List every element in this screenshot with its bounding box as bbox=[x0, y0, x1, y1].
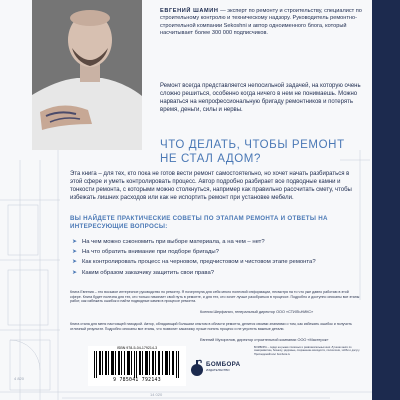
questions-title bbox=[70, 215, 330, 231]
barcode bbox=[88, 346, 186, 386]
isbn-label: ISBN 978-5-04-179214-3 bbox=[116, 346, 158, 350]
book-spine bbox=[372, 0, 400, 400]
author-bio-text: — эксперт по ремонту и строительству, специалист по строительному контролю и техническому надзору. Руководитель ремонтно-строительной компании Sekoshni и автор одноименного блога, который насчитывает более 300 000 подписчиков. bbox=[160, 8, 362, 37]
questions-list bbox=[70, 237, 360, 278]
author-photo bbox=[32, 0, 142, 150]
review-signature: Ксения Шерфанич, генеральный директор ООО «СТИЛЬНИКС» bbox=[200, 310, 314, 314]
list-item bbox=[70, 257, 360, 267]
review-text: Книга стала для меня настоящей находкой. Автор, обладающий большим опытом в области ремонта, делится своими знаниями о том, как избежать ошибок и получить отличный результат. Подробно описаны все этапы, что позволит заказчику лучше понять процесс и не упустить важные детали. bbox=[70, 322, 352, 331]
publisher-name: БОМБОРА bbox=[206, 361, 241, 368]
review-signature: Евгений Мухорелов, директор строительной компании ООО «Мастерок» bbox=[200, 338, 329, 342]
list-item bbox=[70, 237, 360, 247]
question-text: Как контролировать процесс на черновом, предчистовом и чистовом этапе ремонта? bbox=[82, 259, 316, 266]
question-text: На чем можно сэкономить при выборе материала, а на чем – нет? bbox=[82, 239, 265, 245]
barcode-bars bbox=[94, 351, 180, 378]
arrow-right-icon: ➤ bbox=[72, 259, 78, 266]
blueprint-dimension-label: 14 020 bbox=[150, 392, 163, 397]
list-item bbox=[70, 268, 360, 278]
publisher-logo bbox=[190, 356, 250, 380]
arrow-right-icon: ➤ bbox=[72, 269, 78, 276]
publisher-logo-icon bbox=[190, 358, 204, 378]
author-name: ЕВГЕНИЙ ШАМИН bbox=[160, 8, 219, 14]
question-text: На что обратить внимание при подборе бригады? bbox=[82, 249, 219, 256]
book-description: Эта книга – для тех, кто пока не готов вести ремонт самостоятельно, но хочет начать разбираться в этой сфере и уметь контролировать процесс. Автор подробно разбирает все подводные камни и тонкости ремонта, с которыми можно столкнуться, например как правильно рассчитать смету, чтобы избежать лишних расходов или как не испортить ремонт при установке мебели. bbox=[70, 171, 352, 201]
question-text: Каким образом заказчику защитить свои права? bbox=[82, 269, 215, 276]
lead-paragraph: Ремонт всегда представляется непосильной задачей, на которую очень сложно решиться, особенно когда ничего в нем не понимаешь. Можно нарваться на непрофессиональную бригаду ремонтников и потерять время, деньги, силы и нервы. bbox=[160, 83, 361, 113]
headline-line: НЕ СТАЛ АДОМ? bbox=[160, 153, 261, 165]
publisher-legal-text: БОМБОРА – лидер на рынке полезных и развлекательных книг. Лучшие книги по саморазвитию, бизнесу, здоровью, сохранению молодости, психологии, хобби и досугу. Присоединяйтесь! bombora.ru bbox=[254, 346, 360, 356]
headline bbox=[160, 138, 360, 166]
questions-title-line: ИНТЕРЕСУЮЩИЕ ВОПРОСЫ: bbox=[70, 223, 168, 230]
headline-line: ЧТО ДЕЛАТЬ, ЧТОБЫ РЕМОНТ bbox=[160, 139, 345, 151]
arrow-right-icon: ➤ bbox=[72, 239, 78, 245]
arrow-right-icon: ➤ bbox=[72, 249, 78, 256]
author-bio bbox=[160, 8, 365, 38]
review-text: Книга Евгения – это восьмое интересное руководство по ремонту. Я почерпнула для себя много полезной информации, несмотря на то что уже давно работаю в этой сфере. Книга будет полезна для тех, кто только начинает свой путь в ремонте, и для тех, кто хочет лучше разобраться в процессе. Подробно и доступно описаны все этапы работ, как избежать ошибок и найти подводные камни в процессе ремонта. bbox=[70, 290, 360, 304]
list-item bbox=[70, 247, 360, 257]
publisher-subtitle: ИЗДАТЕЛЬСТВО bbox=[206, 368, 230, 372]
blueprint-dimension-label: 4 820 bbox=[14, 376, 25, 381]
barcode-number: 9 785041 792143 bbox=[113, 378, 161, 383]
questions-title-line: ВЫ НАЙДЕТЕ ПРАКТИЧЕСКИЕ СОВЕТЫ ПО ЭТАПАМ РЕМОНТА И ОТВЕТЫ НА bbox=[70, 215, 328, 222]
